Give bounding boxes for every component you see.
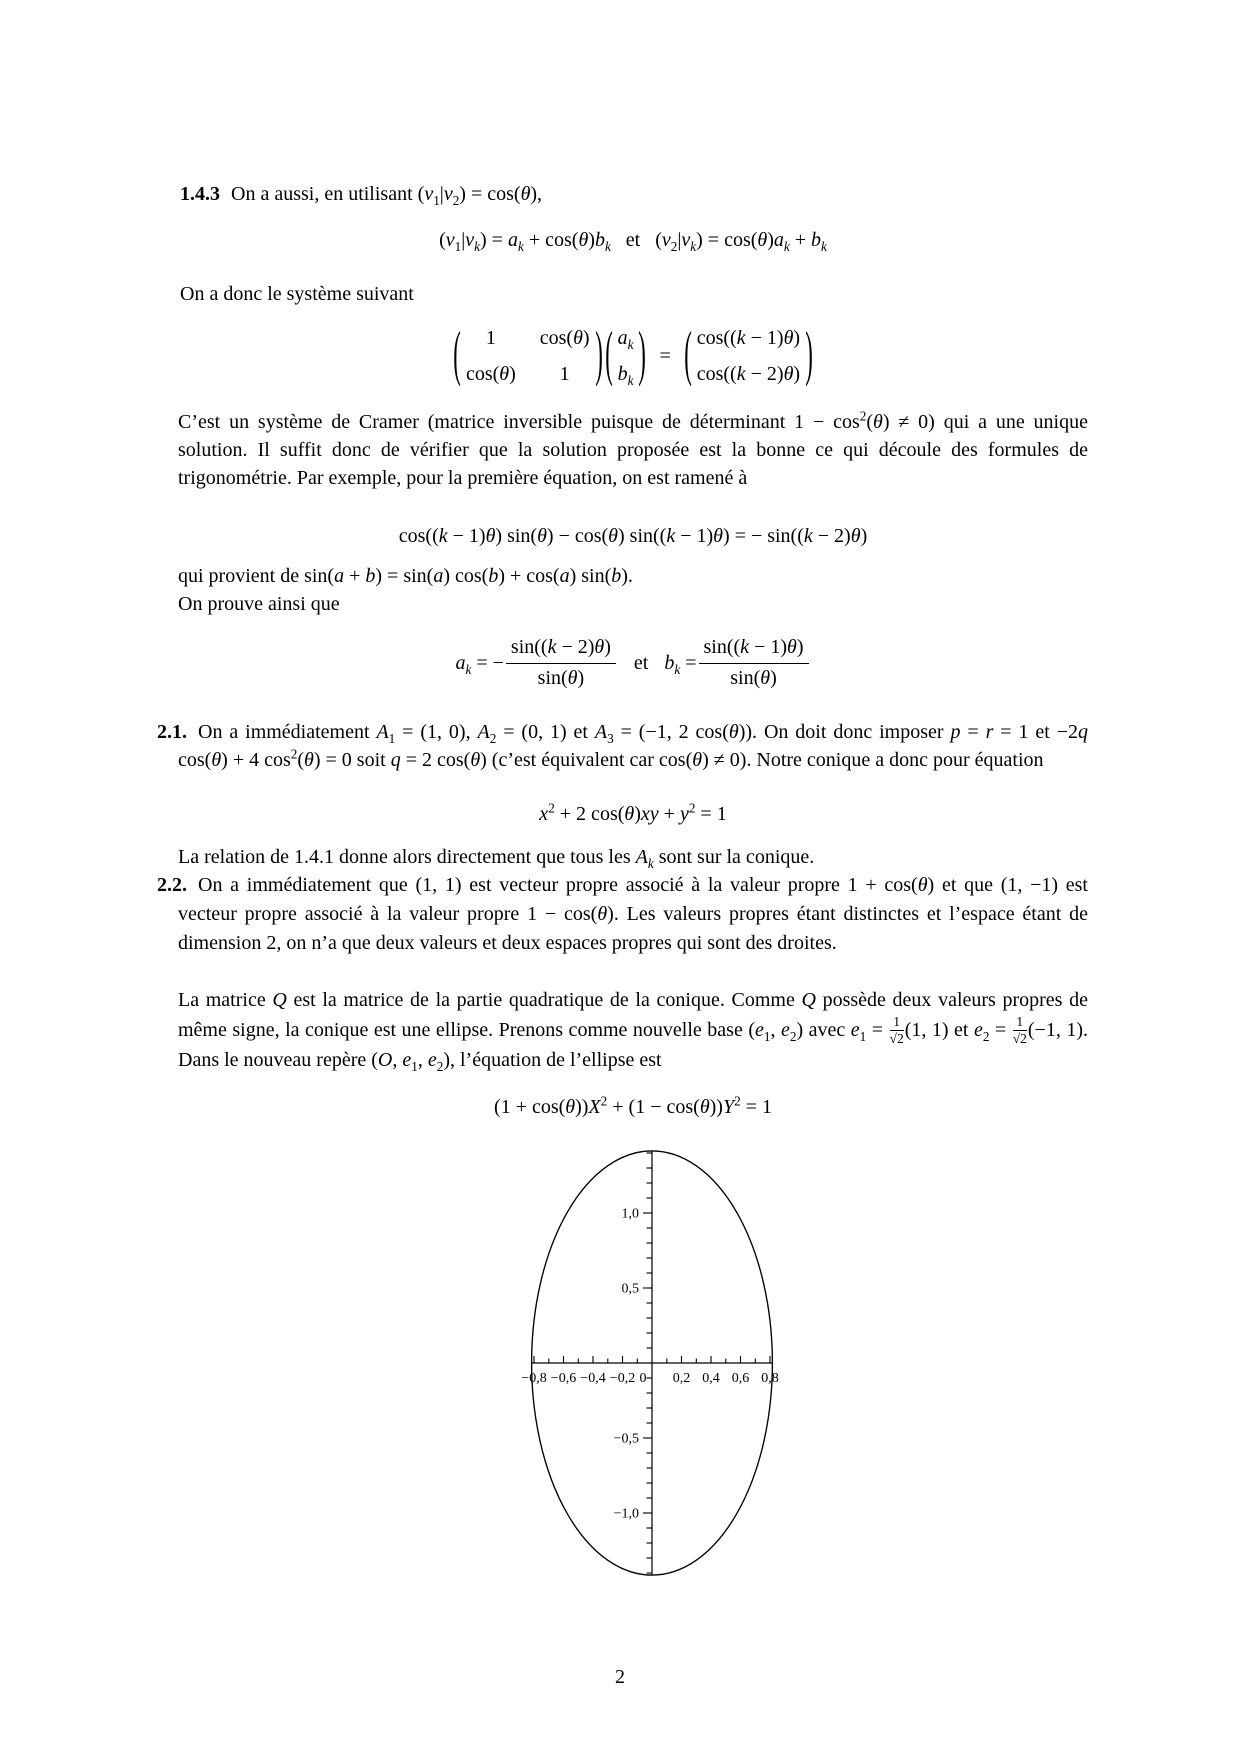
section-1-4-3-intro: On a aussi, en utilisant $(v_1|v_2) = \cos(\theta)$,: [231, 183, 543, 208]
section-1-4-3: [180, 180, 1088, 208]
paragraph-2-2: [157, 871, 1088, 958]
vector-cell-2: $b_k$: [617, 363, 634, 388]
paragraph-relation: La relation de 1.4.1 donne alors directement que tous les $A_k$ sont sur la conique.: [178, 846, 815, 871]
connector-et: et: [633, 652, 649, 674]
coefficient-matrix: [466, 324, 590, 388]
rhs-vector: [697, 324, 800, 388]
paragraph-system-intro: On a donc le système suivant: [180, 283, 414, 305]
fraction-a-denominator: sin(θ): [537, 666, 585, 689]
close-paren: ): [594, 322, 603, 389]
section-2-2-number: 2.2.: [157, 874, 187, 896]
equation-conic: $x^2 + 2$ $\cos(\theta)xy + y^2 = 1$: [539, 800, 727, 825]
equation-system: [178, 320, 1088, 396]
svg-text:−0,2: −0,2: [609, 1371, 636, 1386]
svg-text:−0,8: −0,8: [521, 1371, 547, 1386]
unknown-vector: [618, 324, 634, 388]
rhs-cell-2: cos((k − 2)θ): [696, 363, 801, 385]
a-k-lhs: $a_k$ = −: [455, 652, 504, 677]
equation-trig-identity: cos((k − 1)θ) sin(θ) − cos(θ) sin((k − 1)θ) = − sin((k − 2)θ): [398, 525, 868, 547]
paragraph-2-1: [157, 718, 1088, 774]
vector-cell-1: $a_k$: [617, 327, 634, 352]
svg-text:0,8: 0,8: [761, 1371, 779, 1386]
open-paren: (: [453, 322, 461, 389]
svg-text:−0,5: −0,5: [613, 1431, 639, 1447]
svg-text:1,0: 1,0: [621, 1206, 639, 1222]
matrix-cell-11: 1: [485, 327, 496, 349]
svg-text:0: 0: [639, 1371, 647, 1386]
svg-text:−0,6: −0,6: [550, 1371, 577, 1386]
equation-inner-products: $(v_1|v_k) = a_k + \cos(\theta)b_k$ et $(v_2|v_k) = \cos(\theta)a_k + b_k$: [439, 229, 827, 254]
matrix-cell-22: 1: [559, 363, 570, 385]
fraction-a: [506, 636, 616, 690]
close-paren: ): [638, 322, 647, 389]
equation-ab-solution: [178, 634, 1088, 694]
paragraph-matrix-q: La matrice Q est la matrice de la partie quadratique de la conique. Comme Q possède deux valeurs propres de même signe, la conique est une ellipse. Prenons comme nouvelle base ($e_1$, $e_2$) avec $e_1$ = $\frac{1}{√2}$ (1, 1) et $e_2$ = $\frac{1}{√2}$ (−1, 1). Dans le nouveau repère (O, $e_1$, $e_2$), l’équation de l’ellipse est: [178, 989, 1088, 1074]
svg-text:0,5: 0,5: [621, 1281, 639, 1297]
matrix-cell-21: cos(θ): [465, 363, 516, 385]
paragraph-prouve: On prouve ainsi que: [178, 593, 340, 615]
ab-solution-row: [455, 634, 810, 692]
paragraph-provient: qui provient de sin(a + b) = sin(a) cos(b) + cos(a) sin(b).: [178, 565, 633, 587]
open-paren: (: [683, 322, 692, 389]
section-2-2-text: On a immédiatement que (1, 1) est vecteur propre associé à la valeur propre 1 + cos(θ) et que (1, −1) est vecteur propre associé à la valeur propre 1 − cos(θ). Les valeurs propres étant distinctes et l’espace étant de dimension 2, on n’a que deux valeurs et deux espaces propres qui sont des droites.: [178, 874, 1088, 954]
matrix-equation-row: [452, 320, 814, 392]
section-2-1-text: On a immédiatement $A_1 = (1$, 0), $A_2 = (0$, 1) et $A_3 = (-1$, 2 cos(θ)). On doit donc imposer p = r = 1 et −2q cos(θ) + 4 $\cos^2(\theta) = 0$ soit q = 2 cos(θ) (c’est équivalent car cos(θ) ≠ 0). Notre conique a donc pour équation: [178, 721, 1088, 771]
fraction-a-numerator: sin((k − 2)θ): [506, 636, 616, 664]
svg-text:−1,0: −1,0: [613, 1506, 639, 1522]
open-paren: (: [604, 322, 613, 389]
section-2-1-number: 2.1.: [157, 721, 187, 743]
section-1-4-3-number: 1.4.3: [180, 183, 220, 205]
paragraph-cramer: C’est un système de Cramer (matrice inversible puisque de déterminant $1 - \cos^2(\theta) \ne 0$) qui a une unique solution. Il suffit donc de vérifier que la solution proposée est la bonne ce qui découle des formules de trigonométrie. Par exemple, pour la première équation, on est ramené à: [178, 408, 1088, 489]
svg-text:−0,4: −0,4: [580, 1371, 606, 1386]
ellipse-plot-svg: [470, 1138, 850, 1598]
equation-ellipse: $(1 + \cos(\theta))X^2 + (1 - \cos(\theta))Y^2 = 1$: [494, 1093, 772, 1118]
close-paren: ): [805, 322, 813, 389]
page-number: 2: [615, 1666, 625, 1688]
equals-sign: =: [659, 345, 671, 367]
fraction-b-numerator: sin((k − 1)θ): [699, 636, 809, 664]
matrix-cell-12: cos(θ): [539, 327, 590, 349]
ellipse-plot: [470, 1138, 850, 1598]
svg-text:0,2: 0,2: [672, 1371, 691, 1386]
fraction-b: [699, 636, 809, 690]
fraction-b-denominator: sin(θ): [730, 666, 777, 689]
svg-text:0,4: 0,4: [702, 1371, 720, 1386]
svg-text:0,6: 0,6: [731, 1371, 750, 1386]
rhs-cell-1: cos((k − 1)θ): [696, 327, 801, 349]
b-k-lhs: $b_k$ =: [664, 652, 697, 677]
